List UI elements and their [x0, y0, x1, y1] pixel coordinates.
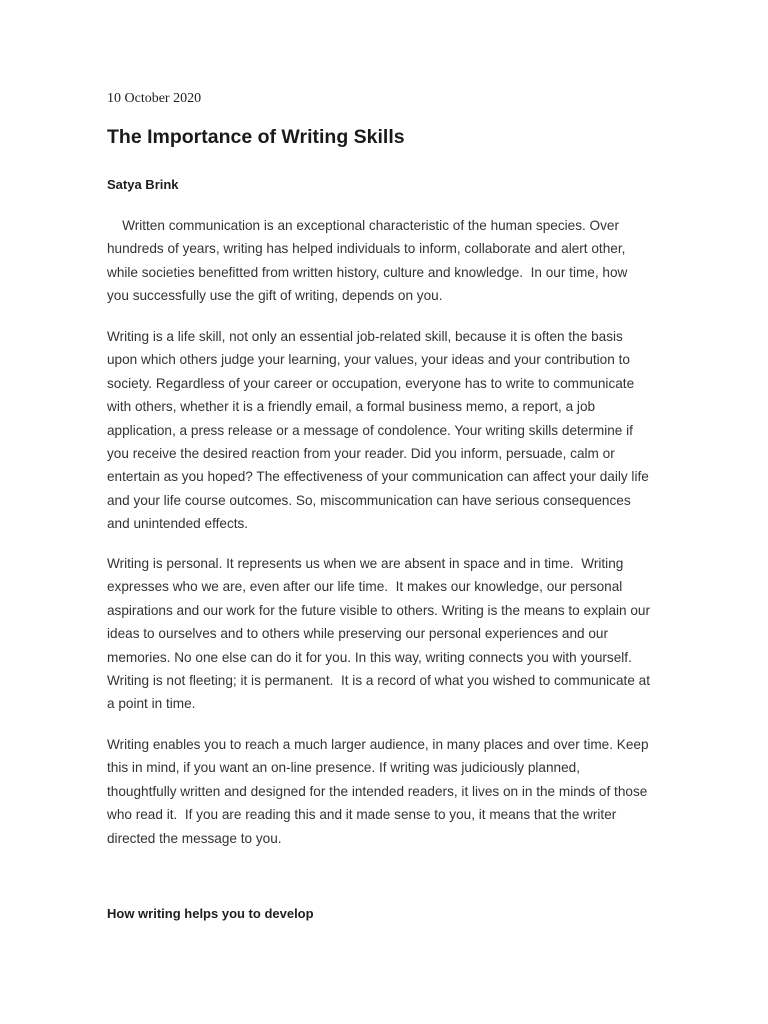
paragraph-line: ideas to ourselves and to others while preserving our personal experiences and our	[107, 626, 608, 642]
paragraph-line: Writing is personal. It represents us when we are absent in space and in time. Writing	[107, 556, 624, 571]
paragraph-line: society. Regardless of your career or occupation, everyone has to write to communicate	[107, 375, 635, 391]
paragraph-2	[107, 325, 667, 536]
section-heading: How writing helps you to develop	[107, 906, 314, 921]
paragraph-line: directed the message to you.	[107, 830, 282, 846]
paragraph-line: thoughtfully written and designed for the intended readers, it lives on in the minds of those	[107, 783, 648, 799]
paragraph-line: Writing enables you to reach a much larger audience, in many places and over time. Keep	[107, 737, 649, 752]
paragraph-3	[107, 552, 667, 716]
paragraph-line: while societies benefitted from written history, culture and knowledge. In our time, how	[107, 264, 628, 280]
paragraph-line: you receive the desired reaction from your reader. Did you inform, persuade, calm or	[107, 446, 615, 462]
paragraph-line: expresses who we are, even after our life time. It makes our knowledge, our personal	[107, 579, 623, 595]
document-date: 10 October 2020	[107, 91, 202, 106]
paragraph-line: who read it. If you are reading this and it made sense to you, it means that the writer	[107, 807, 617, 823]
paragraph-line: Writing is not fleeting; it is permanent. It is a record of what you wished to communicate at	[107, 673, 650, 689]
paragraph-line: application, a press release or a message of condolence. Your writing skills determine if	[107, 422, 633, 438]
document-author: Satya Brink	[107, 177, 179, 192]
paragraph-line: you successfully use the gift of writing, depends on you.	[107, 288, 443, 304]
paragraph-line: a point in time.	[107, 696, 196, 712]
paragraph-line: and unintended effects.	[107, 516, 249, 532]
document-title: The Importance of Writing Skills	[107, 126, 405, 148]
paragraph-line: upon which others judge your learning, your values, your ideas and your contribution to	[107, 352, 630, 368]
paragraph-line: Written communication is an exceptional characteristic of the human species. Over	[107, 218, 620, 233]
paragraph-line: and your life course outcomes. So, miscommunication can have serious consequences	[107, 492, 631, 508]
paragraph-line: Writing is a life skill, not only an essential job-related skill, because it is often the basis	[107, 329, 623, 344]
paragraph-line: aspirations and our work for the future visible to others. Writing is the means to explain our	[107, 602, 651, 618]
paragraph-4	[107, 733, 667, 850]
paragraph-line: hundreds of years, writing has helped individuals to inform, collaborate and alert other,	[107, 241, 626, 257]
paragraph-line: entertain as you hoped? The effectiveness of your communication can affect your daily life	[107, 469, 649, 485]
paragraph-line: this in mind, if you want an on-line presence. If writing was judiciously planned,	[107, 760, 581, 776]
paragraph-line: memories. No one else can do it for you. In this way, writing connects you with yourself.	[107, 649, 632, 665]
paragraph-1	[107, 214, 667, 308]
paragraph-line: with others, whether it is a friendly email, a formal business memo, a report, a job	[107, 399, 596, 415]
